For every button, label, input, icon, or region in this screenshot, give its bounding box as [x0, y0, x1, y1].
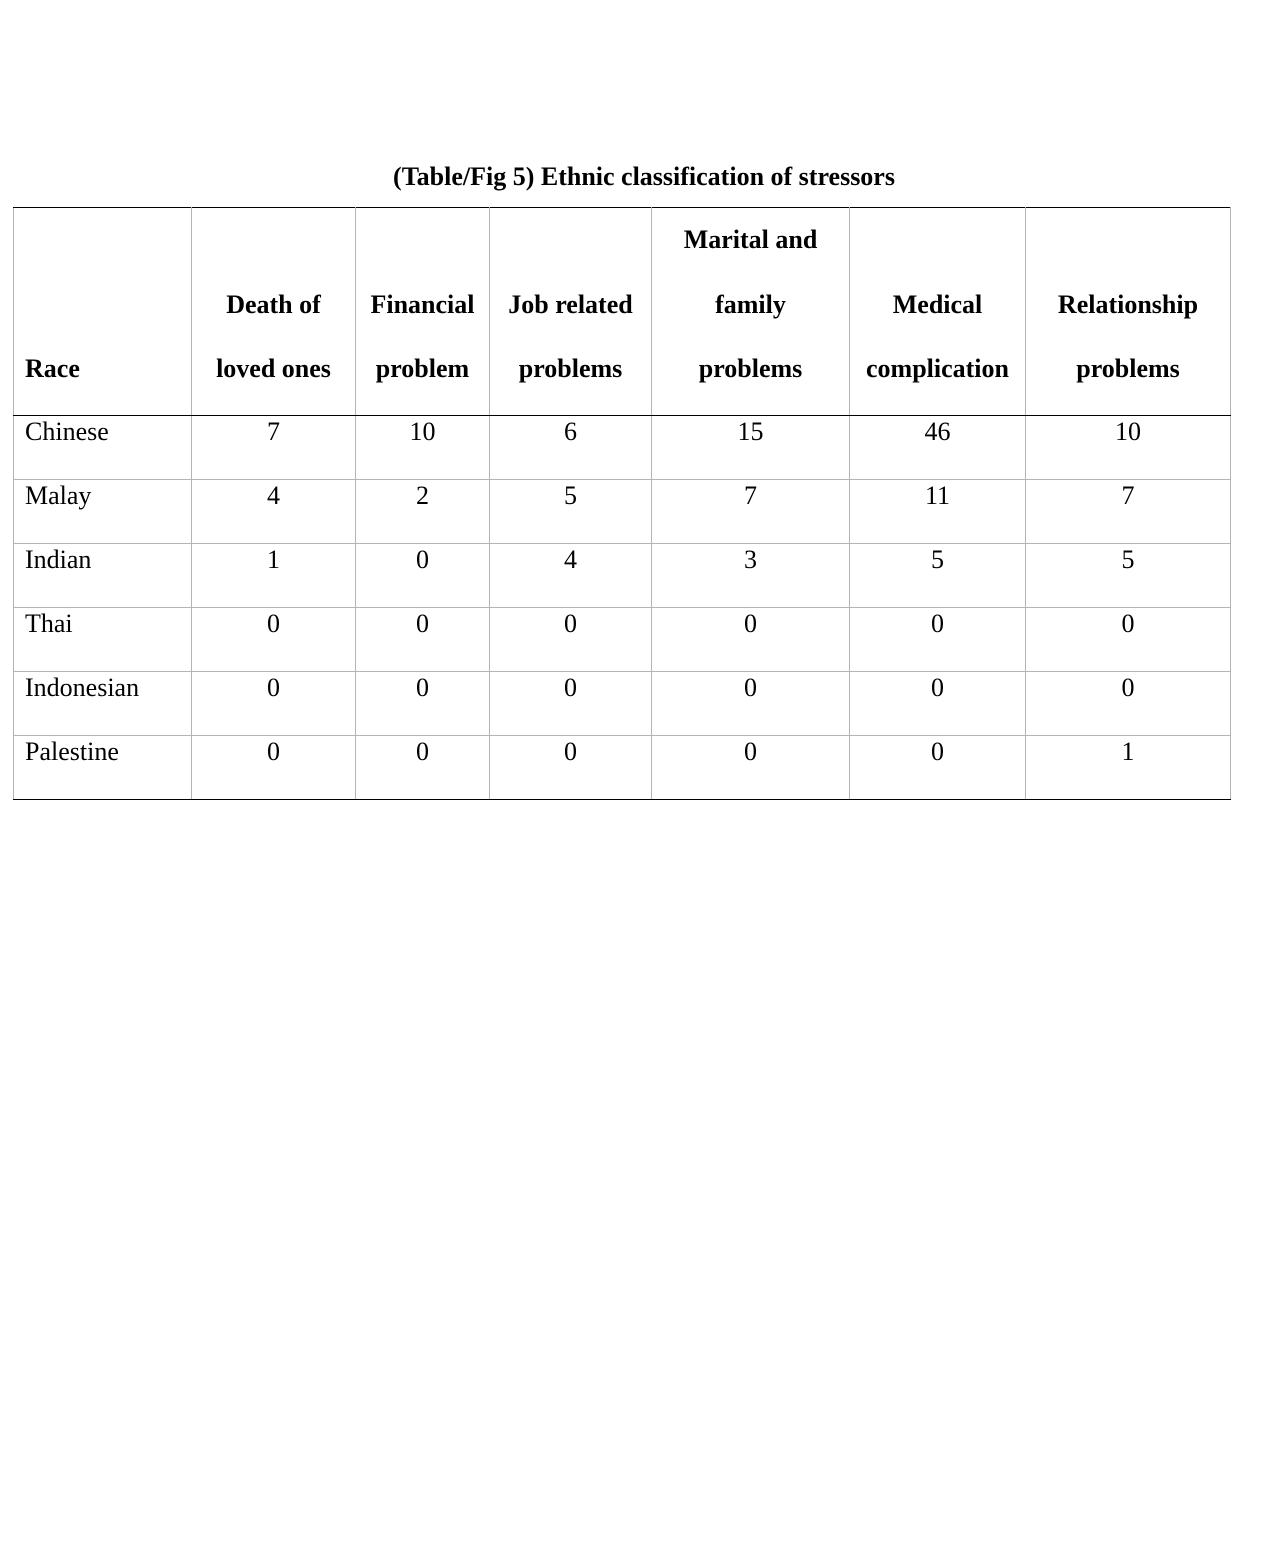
value-cell: 10: [1026, 415, 1231, 479]
value-cell: 4: [192, 479, 356, 543]
race-cell: Indonesian: [14, 671, 192, 735]
stressors-table: [13, 207, 1231, 800]
value-cell: 0: [356, 607, 490, 671]
value-cell: 0: [1026, 671, 1231, 735]
column-header-marital-and-family-problems: [652, 208, 850, 416]
value-cell: 0: [192, 671, 356, 735]
header-line: Death of: [226, 289, 321, 319]
value-cell: 7: [1026, 479, 1231, 543]
value-cell: 0: [490, 607, 652, 671]
table-row: [14, 735, 1231, 799]
value-cell: 6: [490, 415, 652, 479]
table-row: [14, 479, 1231, 543]
column-header-medical-complication: [850, 208, 1026, 416]
value-cell: 2: [356, 479, 490, 543]
value-cell: 5: [1026, 543, 1231, 607]
value-cell: 46: [850, 415, 1026, 479]
value-cell: 11: [850, 479, 1026, 543]
header-row: [14, 208, 1231, 416]
value-cell: 0: [850, 607, 1026, 671]
value-cell: 0: [490, 671, 652, 735]
table-row: [14, 607, 1231, 671]
value-cell: 0: [850, 671, 1026, 735]
column-header-race: [14, 208, 192, 416]
value-cell: 0: [652, 607, 850, 671]
value-cell: 0: [652, 671, 850, 735]
value-cell: 15: [652, 415, 850, 479]
header-line: Financial: [370, 289, 475, 319]
value-cell: 4: [490, 543, 652, 607]
table-row: [14, 543, 1231, 607]
value-cell: 1: [192, 543, 356, 607]
header-line: family: [715, 289, 786, 319]
value-cell: 0: [192, 735, 356, 799]
value-cell: 0: [356, 735, 490, 799]
value-cell: 0: [1026, 607, 1231, 671]
value-cell: 3: [652, 543, 850, 607]
header-line: Relationship: [1057, 289, 1199, 319]
table-row: [14, 671, 1231, 735]
race-cell: Palestine: [14, 735, 192, 799]
value-cell: 7: [652, 479, 850, 543]
value-cell: 10: [356, 415, 490, 479]
value-cell: 0: [850, 735, 1026, 799]
header-line: Job related: [508, 289, 633, 319]
value-cell: 5: [490, 479, 652, 543]
race-cell: Malay: [14, 479, 192, 543]
column-header-death-of-loved-ones: [192, 208, 356, 416]
column-header-financial-problem: [356, 208, 490, 416]
header-line: problems: [698, 354, 803, 383]
value-cell: 0: [192, 607, 356, 671]
value-cell: 0: [490, 735, 652, 799]
column-header-job-related-problems: [490, 208, 652, 416]
race-cell: Chinese: [14, 415, 192, 479]
value-cell: 5: [850, 543, 1026, 607]
value-cell: 0: [356, 543, 490, 607]
race-cell: Thai: [14, 607, 192, 671]
header-line: problems: [1076, 354, 1180, 383]
value-cell: 0: [356, 671, 490, 735]
race-cell: Indian: [14, 543, 192, 607]
value-cell: 1: [1026, 735, 1231, 799]
value-cell: 0: [652, 735, 850, 799]
table-title: (Table/Fig 5) Ethnic classification of stressors: [393, 162, 895, 191]
table-row: [14, 415, 1231, 479]
header-line: Race: [25, 354, 80, 383]
header-line: loved ones: [216, 354, 331, 383]
header-line: Medical: [892, 289, 983, 319]
value-cell: 7: [192, 415, 356, 479]
header-line: problems: [518, 354, 623, 383]
column-header-relationship-problems: [1026, 208, 1231, 416]
header-line: Marital and: [683, 225, 818, 254]
header-line: problem: [375, 354, 470, 383]
header-line: complication: [866, 354, 1009, 383]
